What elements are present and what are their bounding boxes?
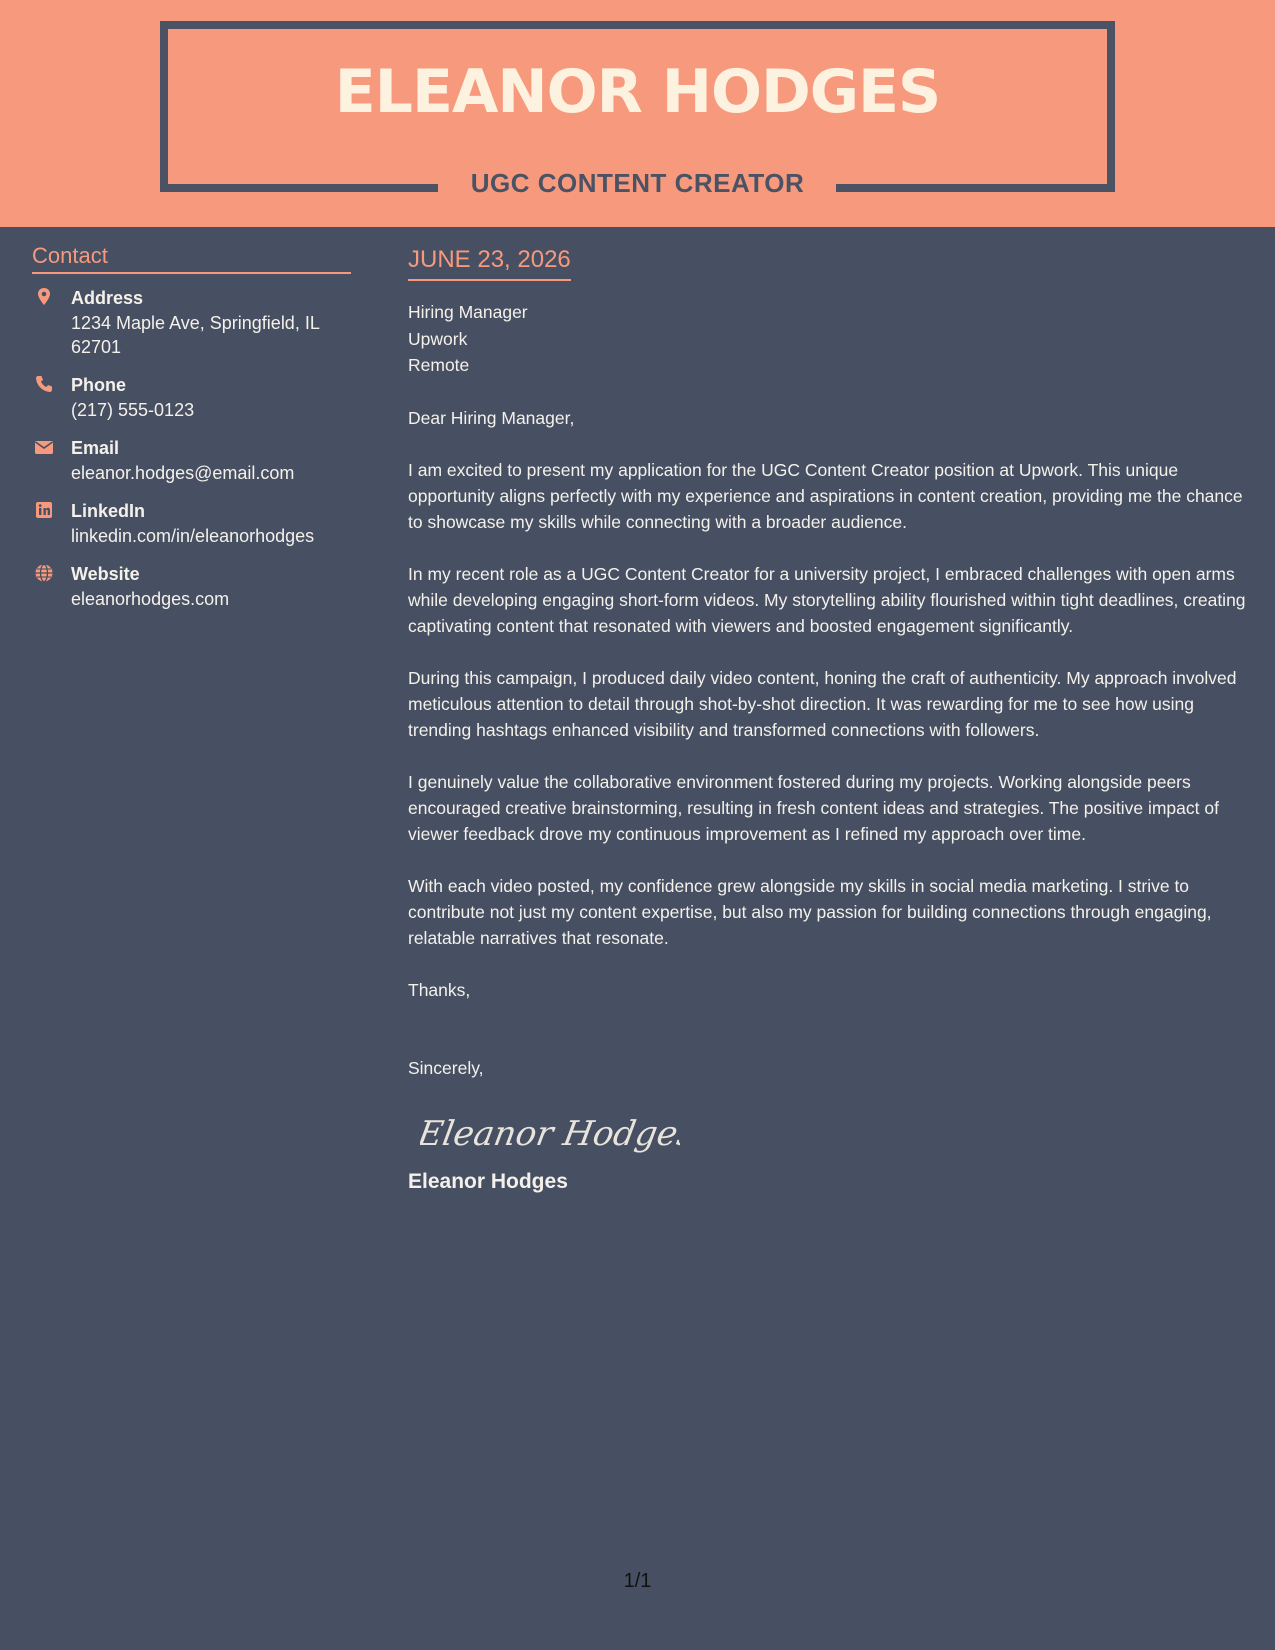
phone-icon xyxy=(34,374,54,394)
contact-value: linkedin.com/in/eleanorhodges xyxy=(71,526,315,546)
contact-website xyxy=(32,562,351,611)
recipient-block xyxy=(408,299,1253,379)
contact-value: eleanor.hodges@email.com xyxy=(71,463,295,483)
header-banner xyxy=(0,0,1275,227)
letter-body xyxy=(408,245,1253,1195)
contact-phone xyxy=(32,373,351,422)
contact-value: eleanorhodges.com xyxy=(71,589,230,609)
contact-address xyxy=(32,286,351,359)
map-pin-icon xyxy=(34,287,54,307)
letter-paragraph: With each video posted, my confidence grew alongside my skills in social media marketing. I strive to contribute not just my content expertise, but also my passion for building connections through engaging, relatable narratives that resonate. xyxy=(408,875,1212,948)
letter-paragraph: I genuinely value the collaborative environment fostered during my projects. Working alongside peers encouraged creative brainstorming, resulting in fresh content ideas and strategies. The positive impact of viewer feedback drove my continuous improvement as I refined my approach over time. xyxy=(408,771,1219,844)
contact-label: Phone xyxy=(71,375,127,395)
salutation: Dear Hiring Manager, xyxy=(408,407,575,428)
letter-paragraph: During this campaign, I produced daily video content, honing the craft of authenticity. My approach involved meticulous attention to detail through shot-by-shot direction. It was rewarding for me to see how using trending hashtags enhanced visibility and transformed connections with followers. xyxy=(408,667,1237,740)
contact-label: Email xyxy=(71,438,120,458)
recipient-line: Hiring Manager xyxy=(408,302,528,322)
applicant-name: ELEANOR HODGES xyxy=(334,57,941,127)
contact-value: 1234 Maple Ave, Springfield, IL 62701 xyxy=(71,313,320,357)
linkedin-icon xyxy=(34,500,54,520)
contact-label: Address xyxy=(71,288,144,308)
contact-sidebar xyxy=(32,243,351,611)
envelope-icon xyxy=(34,437,54,457)
contact-value: (217) 555-0123 xyxy=(71,400,195,420)
recipient-line: Upwork xyxy=(408,328,468,349)
contact-label: LinkedIn xyxy=(71,501,146,521)
handwritten-signature xyxy=(420,1101,1253,1161)
contact-email xyxy=(32,436,351,485)
contact-label: Website xyxy=(71,564,140,584)
contact-heading: Contact xyxy=(32,243,351,274)
letter-paragraph: I am excited to present my application for the UGC Content Creator position at Upwork. This unique opportunity aligns perfectly with my experience and aspirations in content creation, providing me the chance to showcase my skills while connecting with a broader audience. xyxy=(408,459,1243,532)
letter-date: JUNE 23, 2026 xyxy=(408,245,571,281)
page-number: 1/1 xyxy=(623,1570,652,1592)
closing: Thanks, xyxy=(408,979,471,1000)
signature-graphic xyxy=(420,1101,680,1161)
recipient-line: Remote xyxy=(408,355,470,375)
contact-linkedin xyxy=(32,499,351,548)
job-title: UGC CONTENT CREATOR xyxy=(470,168,805,198)
globe-icon xyxy=(34,563,54,583)
signer-name: Eleanor Hodges xyxy=(408,1169,568,1193)
signature-text: Eleanor Hodges xyxy=(420,1113,680,1154)
signoff: Sincerely, xyxy=(408,1057,484,1078)
letter-paragraph: In my recent role as a UGC Content Creator for a university project, I embraced challenges with open arms while developing engaging short-form videos. My storytelling ability flourished within tight deadlines, creating captivating content that resonated with viewers and boosted engagement significantly. xyxy=(408,563,1246,636)
